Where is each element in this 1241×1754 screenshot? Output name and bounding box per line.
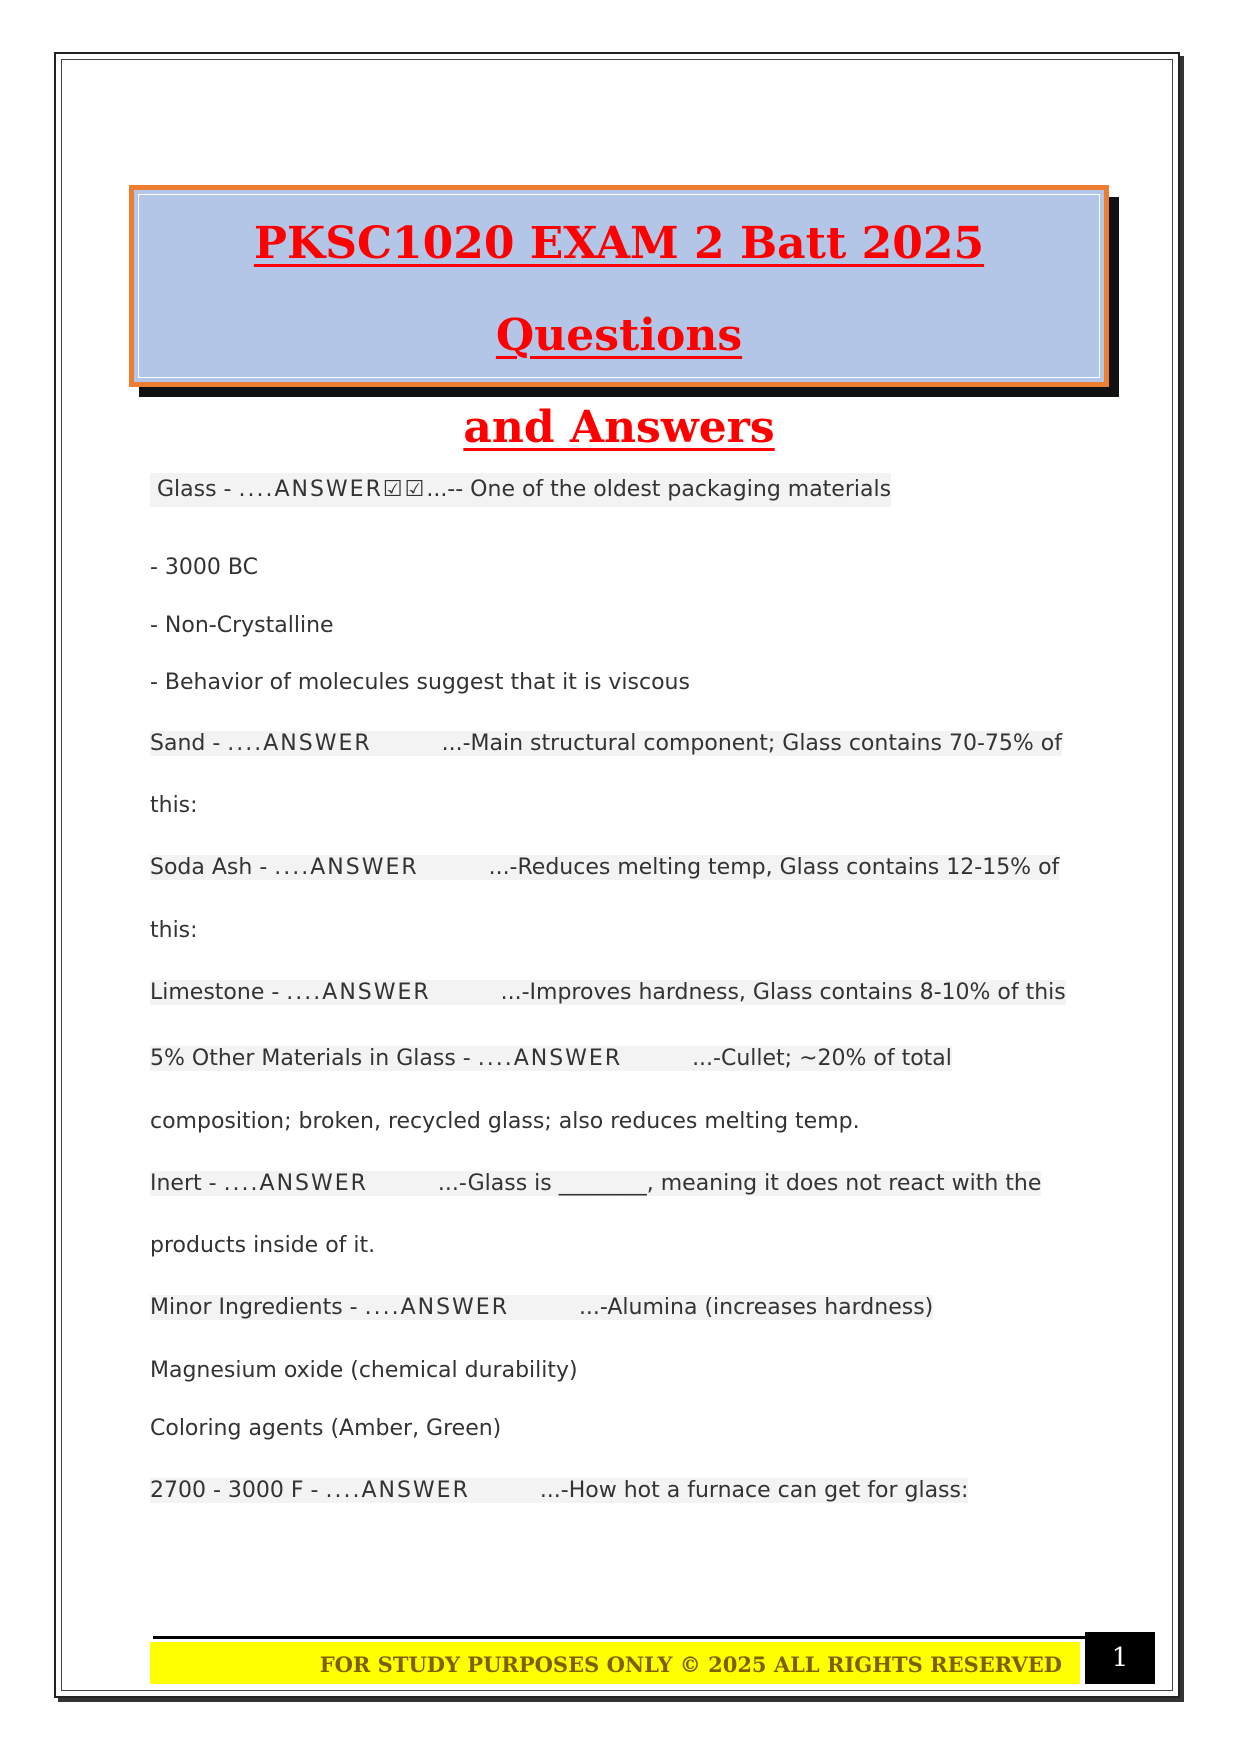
question-text: Limestone - [150,980,287,1005]
answer-label: ....ANSWER [477,1046,623,1071]
answer-text: ...-Cullet; ~20% of total [692,1046,952,1071]
footer-bar [150,1642,1080,1684]
page-number: 1 [1085,1632,1155,1684]
footer-text: FOR STUDY PURPOSES ONLY © 2025 ALL RIGHTS RESERVED [319,1652,1062,1677]
qa-line-inert [150,1167,1041,1201]
answer-text: ...-Alumina (increases hardness) [578,1295,934,1320]
answer-text: ...-Improves hardness, Glass contains 8-10% of this [500,980,1066,1005]
text-line: - 3000 BC [150,555,258,580]
page-shadow-bottom [58,1698,1184,1702]
answer-label: ....ANSWER [286,980,431,1005]
text-line: - Behavior of molecules suggest that it is viscous [150,670,690,695]
question-text: Inert - [150,1171,224,1196]
text-line: Magnesium oxide (chemical durability) [150,1358,578,1383]
text-line: - Non-Crystalline [150,613,334,638]
answer-text: ...-Reduces melting temp, Glass contains 12-15% of [488,855,1060,880]
page-title-line-1: PKSC1020 EXAM 2 Batt 2025 Questions [253,218,985,361]
page-shadow-right [1180,56,1184,1702]
text-line: products inside of it. [150,1233,376,1258]
answer-text: ...-Glass is ________, meaning it does not react with the [437,1171,1042,1196]
footer-rule [153,1636,1085,1639]
page-title [134,198,1104,474]
title-box [129,185,1109,453]
page-title-line-2: and Answers [463,402,775,453]
answer-text: ...-Main structural component; Glass contains 70-75% of [441,731,1062,756]
question-text: Soda Ash - [150,855,275,880]
answer-label: ....ANSWER [223,1171,368,1196]
qa-line-glass [150,473,891,507]
question-text: Glass - [150,477,239,502]
qa-line-minor-ingredients [150,1291,933,1325]
answer-label: ....ANSWER [364,1295,509,1320]
qa-line-sand [150,727,1062,761]
question-text: Sand - [150,731,228,756]
question-text: Minor Ingredients - [150,1295,365,1320]
text-line: this: [150,918,198,943]
text-line: this: [150,793,198,818]
question-text: 2700 - 3000 F - [150,1478,326,1503]
answer-label: ....ANSWER☑☑ [238,477,427,502]
qa-line-soda-ash [150,851,1059,885]
question-text: 5% Other Materials in Glass - [150,1046,478,1071]
answer-label: ....ANSWER [325,1478,470,1503]
qa-line-limestone [150,976,1066,1010]
text-line: Coloring agents (Amber, Green) [150,1416,502,1441]
answer-text: ...-How hot a furnace can get for glass: [539,1478,969,1503]
answer-text: ...-- One of the oldest packaging materials [426,477,892,502]
answer-label: ....ANSWER [274,855,419,880]
text-line: composition; broken, recycled glass; also reduces melting temp. [150,1109,860,1134]
qa-line-other-materials [150,1042,952,1076]
qa-line-furnace-temp [150,1474,968,1508]
answer-label: ....ANSWER [227,731,372,756]
